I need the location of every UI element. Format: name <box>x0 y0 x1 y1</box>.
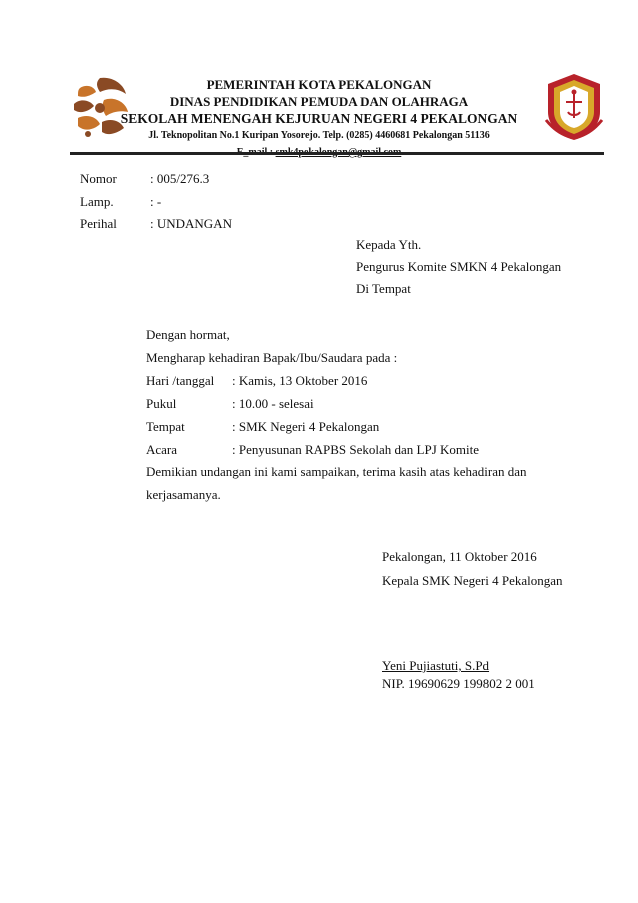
letterhead-address: Jl. Teknopolitan No.1 Kuripan Yosorejo. Telp. (0285) 4460681 Pekalongan 51136 <box>148 130 490 141</box>
closing-line-1: Demikian undangan ini kami sampaikan, terima kasih atas kehadiran dan <box>146 464 527 479</box>
meta-label-perihal: Perihal <box>80 216 117 231</box>
detail-label-place: Tempat <box>146 419 185 434</box>
detail-label-time: Pukul <box>146 396 177 411</box>
meta-value-perihal: : UNDANGAN <box>150 216 232 231</box>
letterhead-department: DINAS PENDIDIKAN PEMUDA DAN OLAHRAGA <box>169 94 469 109</box>
detail-value-place: : SMK Negeri 4 Pekalongan <box>232 419 380 434</box>
signature-place-date: Pekalongan, 11 Oktober 2016 <box>382 549 537 564</box>
letterhead-government: PEMERINTAH KOTA PEKALONGAN <box>206 77 432 92</box>
recipient-line-3: Di Tempat <box>356 281 411 296</box>
recipient-line-1: Kepada Yth. <box>356 237 422 252</box>
recipient-line-2: Pengurus Komite SMKN 4 Pekalongan <box>356 259 562 274</box>
detail-label-agenda: Acara <box>146 442 178 457</box>
meta-label-nomor: Nomor <box>80 171 117 186</box>
greeting: Dengan hormat, <box>146 327 230 342</box>
meta-value-lamp: : - <box>150 194 162 209</box>
intro-text: Mengharap kehadiran Bapak/Ibu/Saudara pada : <box>146 350 398 365</box>
detail-label-date: Hari /tanggal <box>146 373 215 388</box>
closing-line-2: kerjasamanya. <box>146 487 221 502</box>
signature-position: Kepala SMK Negeri 4 Pekalongan <box>382 573 563 588</box>
detail-value-date: : Kamis, 13 Oktober 2016 <box>232 373 368 388</box>
letterhead <box>0 76 638 161</box>
signature-name: Yeni Pujiastuti, S.Pd <box>382 658 490 673</box>
meta-value-nomor: : 005/276.3 <box>150 171 210 186</box>
meta-label-lamp: Lamp. <box>80 194 114 209</box>
letterhead-divider <box>70 152 604 155</box>
detail-value-agenda: : Penyusunan RAPBS Sekolah dan LPJ Komite <box>232 442 480 457</box>
detail-value-time: : 10.00 - selesai <box>232 396 314 411</box>
signature-nip: NIP. 19690629 199802 2 001 <box>382 676 535 691</box>
letterhead-school-name: SEKOLAH MENENGAH KEJURUAN NEGERI 4 PEKALONGAN <box>120 111 518 126</box>
